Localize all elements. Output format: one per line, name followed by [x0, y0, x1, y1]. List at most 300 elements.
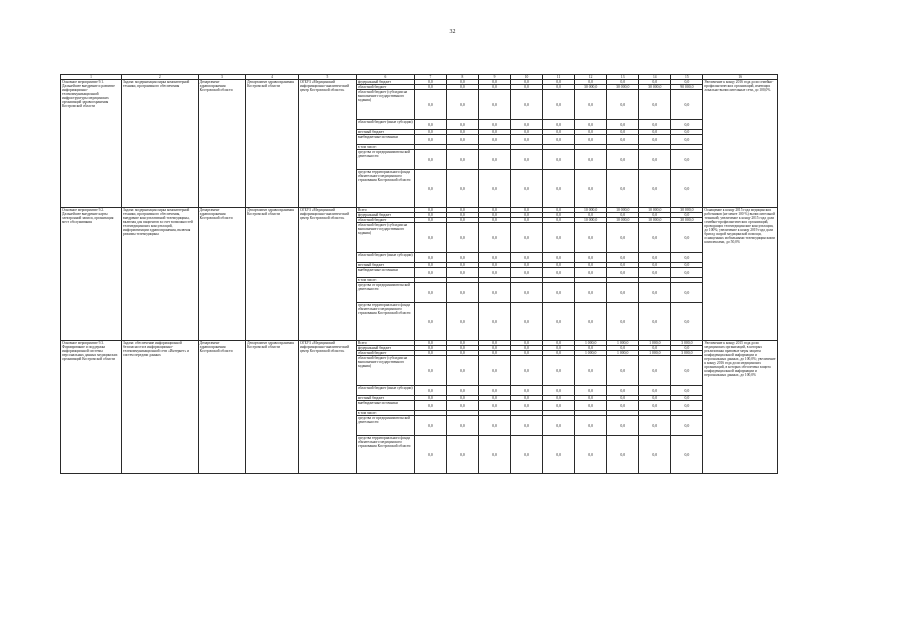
amount-cell: 0,0 — [511, 208, 543, 213]
amount-cell: 0,0 — [478, 170, 510, 208]
funding-source: местный бюджет — [356, 263, 414, 268]
amount-cell: 0,0 — [414, 253, 446, 263]
amount-cell: 3 000,0 — [671, 351, 703, 356]
amount-cell: 0,0 — [414, 401, 446, 411]
amount-cell: 0,0 — [543, 396, 575, 401]
amount-cell: 0,0 — [511, 263, 543, 268]
amount-cell: 0,0 — [446, 401, 478, 411]
amount-cell: 0,0 — [446, 213, 478, 218]
amount-cell: 0,0 — [543, 268, 575, 278]
amount-cell: 0,0 — [543, 120, 575, 130]
participant-cell: ОГБУЗ «Медицинский информационно-аналитический центр Костромской области» — [298, 341, 356, 474]
amount-cell: 0,0 — [478, 341, 510, 346]
amount-cell: 3 000,0 — [671, 341, 703, 346]
amount-cell: 10 000,0 — [607, 218, 639, 223]
amount-cell: 0,0 — [607, 170, 639, 208]
amount-cell: 10 000,0 — [607, 208, 639, 213]
funding-source: областной бюджет (субсидии на выполнение государственного задания) — [356, 223, 414, 253]
amount-cell: 0,0 — [446, 150, 478, 170]
funding-source: областной бюджет (иные субсидии) — [356, 386, 414, 396]
column-number: 5 — [298, 75, 356, 80]
amount-cell: 0,0 — [543, 85, 575, 90]
amount-cell: 0,0 — [446, 416, 478, 436]
funding-source: средства территориального фонда обязательного медицинского страхования Костромской области — [356, 436, 414, 474]
amount-cell: 0,0 — [543, 386, 575, 396]
amount-cell: 30 000,0 — [639, 85, 671, 90]
amount-cell: 0,0 — [414, 80, 446, 85]
executor-cell: Департамент здравоохранения Костромской области — [198, 80, 246, 208]
amount-cell: 0,0 — [639, 170, 671, 208]
amount-cell: 0,0 — [607, 401, 639, 411]
column-number: 4 — [246, 75, 299, 80]
amount-cell: 0,0 — [414, 130, 446, 135]
funding-source: средства территориального фонда обязательного медицинского страхования Костромской области — [356, 170, 414, 208]
amount-cell: 0,0 — [414, 170, 446, 208]
amount-cell: 0,0 — [478, 208, 510, 213]
result-cell: Оснащение к концу 2015 года медицинских работников (не менее 100 %) вычислительной техникой; увеличение к концу 2015 года доли семейно-профилактических организаций, проводящих телемедицинские консультации, до 100%; увеличение к концу 2019 года доли бригад скорой медицинской помощи, оснащенных мобильными телемедицинскими комплексами, до 50,0% — [703, 208, 778, 341]
amount-cell: 0,0 — [607, 213, 639, 218]
amount-cell: 0,0 — [511, 218, 543, 223]
amount-cell: 0,0 — [671, 436, 703, 474]
amount-cell: 1 000,0 — [607, 341, 639, 346]
funding-source: областной бюджет (субсидии на выполнение государственного задания) — [356, 90, 414, 120]
amount-cell: 0,0 — [446, 223, 478, 253]
amount-cell: 0,0 — [511, 170, 543, 208]
column-number: 16 — [703, 75, 778, 80]
amount-cell: 0,0 — [478, 436, 510, 474]
amount-cell: 0,0 — [414, 85, 446, 90]
amount-cell: 0,0 — [639, 268, 671, 278]
amount-cell: 0,0 — [639, 356, 671, 386]
amount-cell: 0,0 — [575, 386, 607, 396]
amount-cell: 0,0 — [511, 356, 543, 386]
funding-source: в том числе: — [356, 145, 414, 150]
amount-cell: 0,0 — [607, 416, 639, 436]
amount-cell: 0,0 — [511, 130, 543, 135]
amount-cell: 0,0 — [511, 268, 543, 278]
amount-cell: 0,0 — [543, 80, 575, 85]
amount-cell: 30 000,0 — [607, 85, 639, 90]
amount-cell: 0,0 — [414, 135, 446, 145]
executor-cell: Департамент здравоохранения Костромской области — [198, 208, 246, 341]
amount-cell: 0,0 — [671, 401, 703, 411]
amount-cell: 0,0 — [414, 263, 446, 268]
amount-cell: 0,0 — [639, 386, 671, 396]
amount-cell: 0,0 — [671, 268, 703, 278]
amount-cell: 0,0 — [414, 120, 446, 130]
amount-cell: 0,0 — [671, 303, 703, 341]
amount-cell: 0,0 — [575, 120, 607, 130]
amount-cell: 0,0 — [511, 436, 543, 474]
coexecutor-cell: Департамент здравоохранения Костромской области — [246, 80, 299, 208]
task-cell: Задача: модернизация парка компьютерной техники, программного обеспечения — [122, 80, 199, 208]
amount-cell: 0,0 — [543, 208, 575, 213]
funding-source: внебюджетные источники — [356, 401, 414, 411]
amount-cell: 0,0 — [607, 283, 639, 303]
funding-source: местный бюджет — [356, 396, 414, 401]
amount-cell: 10 000,0 — [639, 208, 671, 213]
amount-cell: 0,0 — [607, 303, 639, 341]
amount-cell: 0,0 — [607, 253, 639, 263]
participant-cell: ОГБУЗ «Медицинский информационно-аналитический центр Костромской области» — [298, 80, 356, 208]
result-cell: Увеличение к концу 2016 года доли семейно-профилактических организаций, имеющих локально-вычислительные сети, до 100,0% — [703, 80, 778, 208]
amount-cell: 0,0 — [511, 80, 543, 85]
amount-cell: 0,0 — [446, 351, 478, 356]
amount-cell: 0,0 — [446, 253, 478, 263]
amount-cell: 0,0 — [671, 213, 703, 218]
amount-cell: 0,0 — [575, 135, 607, 145]
amount-cell: 0,0 — [414, 386, 446, 396]
amount-cell: 0,0 — [575, 416, 607, 436]
amount-cell: 0,0 — [446, 120, 478, 130]
amount-cell: 1 000,0 — [639, 351, 671, 356]
amount-cell: 0,0 — [478, 268, 510, 278]
amount-cell: 0,0 — [511, 120, 543, 130]
amount-cell: 0,0 — [446, 346, 478, 351]
amount-cell: 0,0 — [511, 85, 543, 90]
amount-cell: 0,0 — [414, 351, 446, 356]
funding-source: федеральный бюджет — [356, 346, 414, 351]
amount-cell: 0,0 — [414, 90, 446, 120]
amount-cell: 0,0 — [414, 416, 446, 436]
amount-cell: 0,0 — [511, 416, 543, 436]
amount-cell: 0,0 — [575, 396, 607, 401]
funding-source: федеральный бюджет — [356, 80, 414, 85]
amount-cell: 0,0 — [446, 135, 478, 145]
column-number: 8 — [446, 75, 478, 80]
amount-cell: 0,0 — [414, 303, 446, 341]
amount-cell: 0,0 — [478, 218, 510, 223]
column-number: 3 — [198, 75, 246, 80]
amount-cell: 1 000,0 — [607, 351, 639, 356]
amount-cell: 0,0 — [446, 85, 478, 90]
amount-cell: 0,0 — [511, 303, 543, 341]
table-body — [61, 80, 778, 474]
amount-cell: 0,0 — [639, 436, 671, 474]
amount-cell: 0,0 — [639, 346, 671, 351]
funding-source: средства от предпринимательской деятельности — [356, 416, 414, 436]
amount-cell: 0,0 — [478, 80, 510, 85]
amount-cell: 0,0 — [575, 356, 607, 386]
column-number: 12 — [575, 75, 607, 80]
amount-cell: 0,0 — [446, 341, 478, 346]
amount-cell: 0,0 — [478, 396, 510, 401]
event-cell: Основное мероприятие 9.3. Формирование и поддержка информационной системы персональных данных медицинских организаций Костромской области — [61, 341, 122, 474]
amount-cell: 0,0 — [478, 90, 510, 120]
amount-cell: 0,0 — [446, 386, 478, 396]
column-number: 10 — [511, 75, 543, 80]
amount-cell: 0,0 — [414, 283, 446, 303]
amount-cell: 0,0 — [414, 396, 446, 401]
funding-source: в том числе: — [356, 411, 414, 416]
amount-cell: 0,0 — [671, 356, 703, 386]
amount-cell: 0,0 — [478, 213, 510, 218]
amount-cell: 0,0 — [478, 386, 510, 396]
amount-cell: 0,0 — [511, 386, 543, 396]
amount-cell: 0,0 — [575, 401, 607, 411]
amount-cell: 30 000,0 — [671, 208, 703, 213]
executor-cell: Департамент здравоохранения Костромской области — [198, 341, 246, 474]
amount-cell: 0,0 — [511, 341, 543, 346]
amount-cell: 0,0 — [511, 346, 543, 351]
amount-cell: 0,0 — [543, 135, 575, 145]
amount-cell: 0,0 — [478, 351, 510, 356]
amount-cell: 0,0 — [511, 351, 543, 356]
amount-cell: 0,0 — [607, 120, 639, 130]
amount-cell: 0,0 — [511, 223, 543, 253]
amount-cell: 0,0 — [478, 120, 510, 130]
amount-cell: 10 000,0 — [575, 218, 607, 223]
amount-cell: 0,0 — [446, 218, 478, 223]
amount-cell: 0,0 — [543, 90, 575, 120]
amount-cell: 10 000,0 — [639, 218, 671, 223]
amount-cell: 0,0 — [607, 386, 639, 396]
amount-cell: 0,0 — [446, 396, 478, 401]
amount-cell: 0,0 — [575, 223, 607, 253]
amount-cell: 0,0 — [446, 90, 478, 120]
amount-cell: 0,0 — [446, 80, 478, 85]
amount-cell: 0,0 — [478, 150, 510, 170]
amount-cell: 0,0 — [575, 283, 607, 303]
budget-table — [60, 74, 778, 474]
amount-cell: 0,0 — [414, 213, 446, 218]
amount-cell: 0,0 — [639, 223, 671, 253]
amount-cell: 0,0 — [478, 303, 510, 341]
amount-cell: 0,0 — [478, 263, 510, 268]
amount-cell: 0,0 — [671, 90, 703, 120]
amount-cell: 0,0 — [639, 130, 671, 135]
amount-cell: 0,0 — [671, 130, 703, 135]
amount-cell: 0,0 — [478, 416, 510, 436]
amount-cell: 0,0 — [414, 268, 446, 278]
task-cell: Задача: модернизация парка компьютерной техники, программного обеспечения, внедрение консультативной телемедицины, включая для пациентов за счет возможностей телемедицинских консультаций, информатизации здравоохранения, включая режимы телемедицины — [122, 208, 199, 341]
funding-source: областной бюджет — [356, 351, 414, 356]
amount-cell: 0,0 — [575, 303, 607, 341]
amount-cell: 0,0 — [639, 263, 671, 268]
amount-cell: 0,0 — [543, 341, 575, 346]
amount-cell: 0,0 — [575, 436, 607, 474]
coexecutor-cell: Департамент здравоохранения Костромской области — [246, 341, 299, 474]
funding-source: областной бюджет (субсидии на выполнение государственного задания) — [356, 356, 414, 386]
amount-cell: 0,0 — [671, 135, 703, 145]
funding-source: внебюджетные источники — [356, 268, 414, 278]
event-cell: Основное мероприятие 9.1. Дальнейшее внедрение и развитие информационно-телекоммуникационной инфраструктуры медицинских организаций здравоохранения Костромской области — [61, 80, 122, 208]
amount-cell: 0,0 — [607, 90, 639, 120]
amount-cell: 0,0 — [607, 436, 639, 474]
column-number: 2 — [122, 75, 199, 80]
amount-cell: 0,0 — [575, 150, 607, 170]
amount-cell: 0,0 — [414, 218, 446, 223]
amount-cell: 0,0 — [543, 303, 575, 341]
amount-cell: 0,0 — [511, 396, 543, 401]
amount-cell: 0,0 — [511, 283, 543, 303]
amount-cell: 0,0 — [543, 346, 575, 351]
amount-cell: 0,0 — [543, 356, 575, 386]
funding-source: областной бюджет — [356, 218, 414, 223]
amount-cell: 0,0 — [671, 223, 703, 253]
amount-cell: 0,0 — [639, 283, 671, 303]
funding-source: в том числе: — [356, 278, 414, 283]
amount-cell: 0,0 — [639, 213, 671, 218]
amount-cell: 0,0 — [575, 263, 607, 268]
amount-cell: 0,0 — [671, 283, 703, 303]
column-number: 6 — [356, 75, 414, 80]
amount-cell: 0,0 — [607, 346, 639, 351]
amount-cell: 0,0 — [414, 356, 446, 386]
amount-cell: 0,0 — [543, 436, 575, 474]
amount-cell: 0,0 — [671, 263, 703, 268]
amount-cell: 0,0 — [543, 213, 575, 218]
amount-cell: 0,0 — [607, 80, 639, 85]
amount-cell: 0,0 — [671, 396, 703, 401]
amount-cell: 0,0 — [414, 436, 446, 474]
amount-cell: 0,0 — [607, 396, 639, 401]
amount-cell: 0,0 — [414, 223, 446, 253]
amount-cell: 0,0 — [607, 135, 639, 145]
amount-cell: 0,0 — [575, 346, 607, 351]
amount-cell: 0,0 — [446, 263, 478, 268]
amount-cell: 0,0 — [575, 80, 607, 85]
amount-cell: 0,0 — [511, 135, 543, 145]
amount-cell: 0,0 — [575, 213, 607, 218]
amount-cell: 0,0 — [671, 170, 703, 208]
amount-cell: 0,0 — [639, 396, 671, 401]
amount-cell: 0,0 — [478, 346, 510, 351]
amount-cell: 0,0 — [543, 170, 575, 208]
amount-cell: 0,0 — [511, 253, 543, 263]
funding-source: средства от предпринимательской деятельности — [356, 150, 414, 170]
amount-cell: 0,0 — [543, 263, 575, 268]
amount-cell: 0,0 — [446, 436, 478, 474]
amount-cell: 0,0 — [478, 85, 510, 90]
amount-cell: 0,0 — [446, 268, 478, 278]
column-number: 9 — [478, 75, 510, 80]
amount-cell: 0,0 — [543, 351, 575, 356]
amount-cell: 0,0 — [639, 135, 671, 145]
amount-cell: 0,0 — [639, 80, 671, 85]
amount-cell: 0,0 — [511, 401, 543, 411]
amount-cell: 0,0 — [446, 283, 478, 303]
funding-source: областной бюджет (иные субсидии) — [356, 120, 414, 130]
amount-cell: 1 000,0 — [575, 341, 607, 346]
result-cell: Увеличение к концу 2015 года доли медицинских организаций, в которых реализованы правовые меры защиты конфиденциальной информации и персональных данных, до 100,0%; увеличение к концу 2016 года доли медицинских организаций, в которых обеспечена защита конфиденциальной информации и персональных данных, до 100,0% — [703, 341, 778, 474]
amount-cell: 0,0 — [639, 253, 671, 263]
amount-cell: 0,0 — [414, 341, 446, 346]
amount-cell: 0,0 — [639, 90, 671, 120]
amount-cell: 0,0 — [446, 356, 478, 386]
amount-cell: 30 000,0 — [575, 85, 607, 90]
amount-cell: 0,0 — [543, 283, 575, 303]
funding-source: областной бюджет — [356, 85, 414, 90]
coexecutor-cell: Департамент здравоохранения Костромской области — [246, 208, 299, 341]
funding-source: Всего — [356, 341, 414, 346]
funding-source: средства от предпринимательской деятельности — [356, 283, 414, 303]
amount-cell: 0,0 — [478, 253, 510, 263]
amount-cell: 0,0 — [511, 150, 543, 170]
amount-cell: 0,0 — [446, 208, 478, 213]
amount-cell: 0,0 — [671, 346, 703, 351]
amount-cell: 0,0 — [575, 268, 607, 278]
amount-cell: 0,0 — [671, 120, 703, 130]
funding-source: местный бюджет — [356, 130, 414, 135]
column-number: 15 — [671, 75, 703, 80]
amount-cell: 0,0 — [639, 303, 671, 341]
amount-cell: 10 000,0 — [575, 208, 607, 213]
page-number: 32 — [449, 29, 456, 35]
amount-cell: 0,0 — [478, 401, 510, 411]
amount-cell: 0,0 — [511, 90, 543, 120]
amount-cell: 0,0 — [607, 130, 639, 135]
amount-cell: 0,0 — [639, 416, 671, 436]
amount-cell: 0,0 — [446, 130, 478, 135]
amount-cell: 0,0 — [671, 150, 703, 170]
funding-source: внебюджетные источники — [356, 135, 414, 145]
amount-cell: 0,0 — [543, 253, 575, 263]
amount-cell: 0,0 — [414, 346, 446, 351]
amount-cell: 0,0 — [607, 268, 639, 278]
amount-cell: 0,0 — [478, 135, 510, 145]
column-number: 7 — [414, 75, 446, 80]
amount-cell: 0,0 — [478, 130, 510, 135]
amount-cell: 0,0 — [446, 170, 478, 208]
amount-cell: 0,0 — [511, 213, 543, 218]
amount-cell: 0,0 — [575, 170, 607, 208]
amount-cell: 0,0 — [543, 416, 575, 436]
funding-source: средства территориального фонда обязательного медицинского страхования Костромской области — [356, 303, 414, 341]
amount-cell: 0,0 — [575, 130, 607, 135]
column-number: 13 — [607, 75, 639, 80]
amount-cell: 0,0 — [414, 208, 446, 213]
amount-cell: 0,0 — [607, 263, 639, 268]
amount-cell: 0,0 — [671, 386, 703, 396]
amount-cell: 0,0 — [414, 150, 446, 170]
amount-cell: 0,0 — [639, 120, 671, 130]
amount-cell: 1 000,0 — [639, 341, 671, 346]
event-cell: Основное мероприятие 9.2. Дальнейшее внедрение карты электронной записи, организация мест обслуживания — [61, 208, 122, 341]
task-cell: Задача: обеспечение информационной безопасности в информационно-телекоммуникационной сети «Интернет» и систем передачи данных — [122, 341, 199, 474]
participant-cell: ОГБУЗ «Медицинский информационно-аналитический центр Костромской области» — [298, 208, 356, 341]
amount-cell: 0,0 — [575, 90, 607, 120]
amount-cell: 90 000,0 — [671, 85, 703, 90]
amount-cell: 0,0 — [478, 283, 510, 303]
amount-cell: 0,0 — [639, 150, 671, 170]
column-number: 14 — [639, 75, 671, 80]
amount-cell: 0,0 — [607, 223, 639, 253]
amount-cell: 0,0 — [671, 80, 703, 85]
amount-cell: 1 000,0 — [575, 351, 607, 356]
column-number: 1 — [61, 75, 122, 80]
amount-cell: 0,0 — [575, 253, 607, 263]
amount-cell: 0,0 — [446, 303, 478, 341]
funding-source: федеральный бюджет — [356, 213, 414, 218]
amount-cell: 0,0 — [607, 150, 639, 170]
amount-cell: 0,0 — [543, 130, 575, 135]
column-number: 11 — [543, 75, 575, 80]
amount-cell: 0,0 — [543, 223, 575, 253]
amount-cell: 0,0 — [607, 356, 639, 386]
amount-cell: 0,0 — [671, 416, 703, 436]
amount-cell: 0,0 — [543, 218, 575, 223]
amount-cell: 0,0 — [543, 401, 575, 411]
amount-cell: 30 000,0 — [671, 218, 703, 223]
amount-cell: 0,0 — [478, 223, 510, 253]
funding-source: областной бюджет (иные субсидии) — [356, 253, 414, 263]
amount-cell: 0,0 — [478, 356, 510, 386]
amount-cell: 0,0 — [543, 150, 575, 170]
amount-cell: 0,0 — [639, 401, 671, 411]
amount-cell: 0,0 — [671, 253, 703, 263]
funding-source: Всего — [356, 208, 414, 213]
